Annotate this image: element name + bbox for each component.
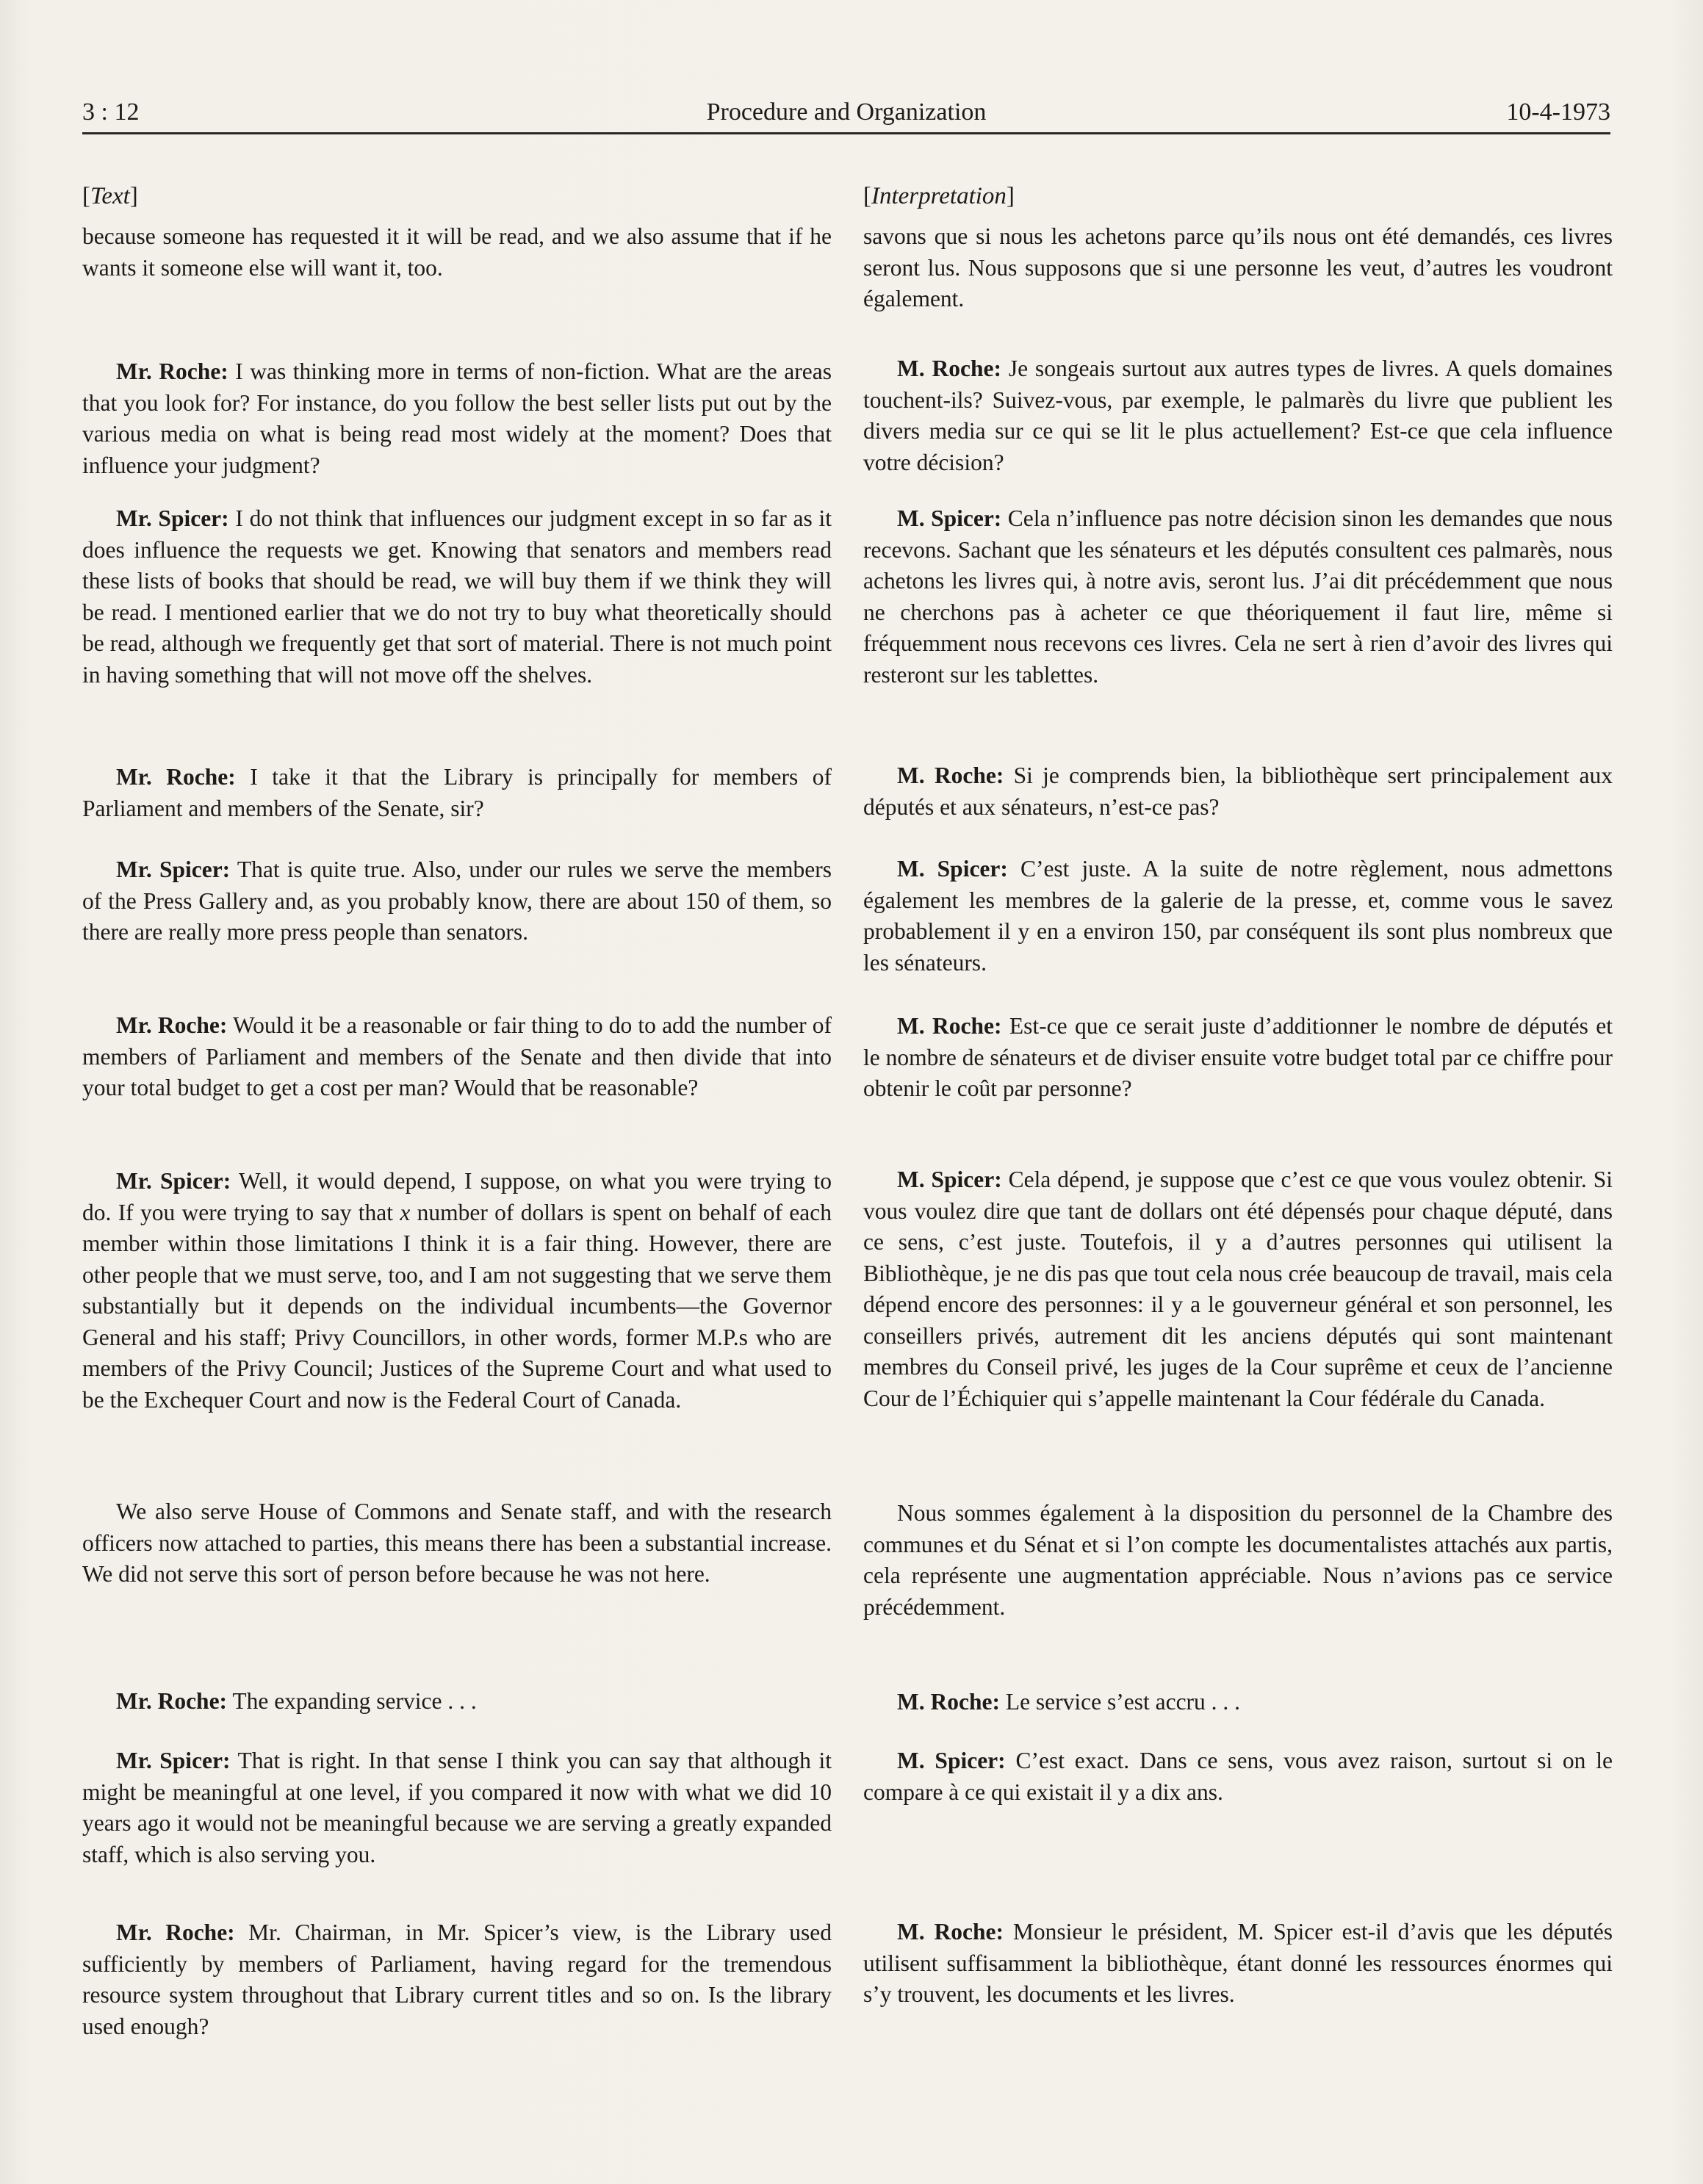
speaker-label: M. Roche: [897,1013,1002,1039]
speaker-label: M. Spicer: [897,1748,1006,1773]
speaker-label: M. Spicer: [897,505,1002,531]
right-paragraph-5: M. Spicer: C’est juste. A la suite de notre règlement, nous admettons également les membres de la galerie de la presse, et, comme vous le savez probablement il y en a environ 150, par conséquent ils sont plus nombreux que les sénateurs. [863,856,1613,976]
speaker-label: Mr. Spicer: [116,1748,231,1773]
left-column-heading: [Text] [82,183,138,209]
right-paragraph-9: M. Roche: Le service s’est accru . . . [897,1689,1241,1715]
left-paragraph-7: Mr. Spicer: Well, it would depend, I suppose, on what you were trying to do. If you were trying to say that x number of dollars is spent on behalf of each member within those limitations I think it is a fair thing. However, there are other people that we must serve, too, and I am not suggesting that we serve them substantially but it depends on the individual incumbents—the Governor General and his staff; Privy Councillors, in other words, former M.P.s who are members of the Privy Council; Justices of the Supreme Court and what used to be the Exchequer Court and now is the Federal Court of Canada. [82,1168,832,1413]
speaker-label: Mr. Spicer: [116,505,229,531]
right-paragraph-6: M. Roche: Est-ce que ce serait juste d’additionner le nombre de députés et le nombre de sénateurs et de diviser ensuite votre budget total par ce chiffre pour obtenir le coût par personne? [863,1013,1613,1101]
left-paragraph-6: Mr. Roche: Would it be a reasonable or fair thing to do to add the number of members of Parliament and members of the Senate and then divide that into your total budget to get a cost per man? Would that be reasonable? [82,1012,832,1100]
page-number: 3 : 12 [82,98,140,126]
speaker-label: Mr. Roche: [116,764,236,790]
right-paragraph-7: M. Spicer: Cela dépend, je suppose que c’est ce que vous voulez obtenir. Si vous voulez dire que tant de dollars ont été dépensés pour chaque député, dans ce sens, c’est juste. Toutefois, il y a d’autres personnes qui utilisent la Bibliothèque, je ne dis pas que tout cela nous crée beaucoup de travail, mais cela dépend encore des personnes: il y a le gouverneur général et son personnel, les conseillers privés, autrement dit les anciens députés qui sont maintenant membres du Conseil privé, les juges de la Cour suprême et ceux de l’ancienne Cour de l’Échiquier qui s’appelle maintenant la Cour fédérale du Canada. [863,1167,1613,1411]
right-column [863,180,1613,2007]
header-date: 10-4-1973 [1506,98,1610,126]
speaker-label: M. Roche: [897,356,1001,381]
right-paragraph-11: M. Roche: Monsieur le président, M. Spicer est-il d’avis que les députés utilisent suffisamment la bibliothèque, étant donné les ressources énormes qui s’y trouvent, les documents et les livres. [863,1919,1613,2007]
speaker-label: M. Roche: [897,763,1004,788]
speaker-label: Mr. Roche: [116,1920,235,1945]
left-paragraph-10: Mr. Spicer: That is right. In that sense I think you can say that although it might be meaningful at one level, if you compared it now with what we did 10 years ago it would not be meaningful because we are serving a greatly expanded staff, which is also serving you. [82,1748,832,1867]
speaker-label: Mr. Spicer: [116,857,231,882]
page-header [82,94,1610,134]
speaker-label: M. Roche: [897,1919,1004,1945]
speaker-label: M. Roche: [897,1689,1000,1715]
right-paragraph-8: Nous sommes également à la disposition du personnel de la Chambre des communes et du Sénat et si l’on compte les documentalistes attachés aux partis, cela représente une augmentation appréciable. Nous n’avions pas ce service précédemment. [863,1500,1613,1620]
right-paragraph-3: M. Spicer: Cela n’influence pas notre décision sinon les demandes que nous recevons. Sachant que les sénateurs et les députés consultent ces palmarès, nous achetons les livres qui, à notre avis, seront lus. J’ai dit précédemment que nous ne cherchons pas à acheter ce que théoriquement il faut lire, même si fréquemment nous recevons ces livres. Cela ne sert à rien d’avoir des livres qui resteront sur les tablettes. [863,505,1613,688]
speaker-label: Mr. Spicer: [116,1168,231,1194]
left-paragraph-5: Mr. Spicer: That is quite true. Also, under our rules we serve the members of the Press Gallery and, as you probably know, there are about 150 of them, so there are really more press people than senators. [82,857,832,945]
speaker-label: M. Spicer: [897,856,1008,882]
header-title: Procedure and Organization [706,98,987,126]
speaker-label: M. Spicer: [897,1167,1002,1192]
left-paragraph-1: because someone has requested it it will be read, and we also assume that if he wants it someone else will want it, too. [82,223,832,281]
speaker-label: Mr. Roche: [116,358,228,384]
left-paragraph-8: We also serve House of Commons and Senate staff, and with the research officers now attached to parties, this means there has been a substantial increase. We did not serve this sort of person before because he was not here. [82,1499,832,1587]
right-paragraph-10: M. Spicer: C’est exact. Dans ce sens, vous avez raison, surtout si on le compare à ce qui existait il y a dix ans. [863,1748,1613,1805]
speaker-label: Mr. Roche: [116,1688,228,1714]
right-paragraph-2: M. Roche: Je songeais surtout aux autres types de livres. A quels domaines touchent-ils? Suivez-vous, par exemple, le palmarès du livre que publient les divers media sur ce qui se lit le plus actuellement? Est-ce que cela influence votre décision? [863,356,1613,475]
right-paragraph-1: savons que si nous les achetons parce qu’ils nous ont été demandés, ces livres seront lus. Nous supposons que si une personne les veut, d’autres les voudront également. [863,223,1613,311]
left-paragraph-2: Mr. Roche: I was thinking more in terms of non-fiction. What are the areas that you look for? For instance, do you follow the best seller lists put out by the various media on what is being read most widely at the moment? Does that influence your judgment? [82,358,832,478]
right-column-heading: [Interpretation] [863,183,1015,209]
speaker-label: Mr. Roche: [116,1012,228,1038]
left-paragraph-9: Mr. Roche: The expanding service . . . [116,1688,477,1714]
left-paragraph-11: Mr. Roche: Mr. Chairman, in Mr. Spicer’s view, is the Library used sufficiently by members of Parliament, having regard for the tremendous resource system throughout that Library current titles and so on. Is the library used enough? [82,1920,832,2039]
left-paragraph-3: Mr. Spicer: I do not think that influences our judgment except in so far as it does influence the requests we get. Knowing that senators and members read these lists of books that should be read, we will buy them if we think they will be read. I mentioned earlier that we do not try to buy what theoretically should be read, although we frequently get that sort of material. There is not much point in having something that will not move off the shelves. [82,505,832,688]
left-column [82,180,832,2039]
left-paragraph-4: Mr. Roche: I take it that the Library is principally for members of Parliament and members of the Senate, sir? [82,764,832,821]
right-paragraph-4: M. Roche: Si je comprends bien, la bibliothèque sert principalement aux députés et aux sénateurs, n’est-ce pas? [863,763,1613,820]
